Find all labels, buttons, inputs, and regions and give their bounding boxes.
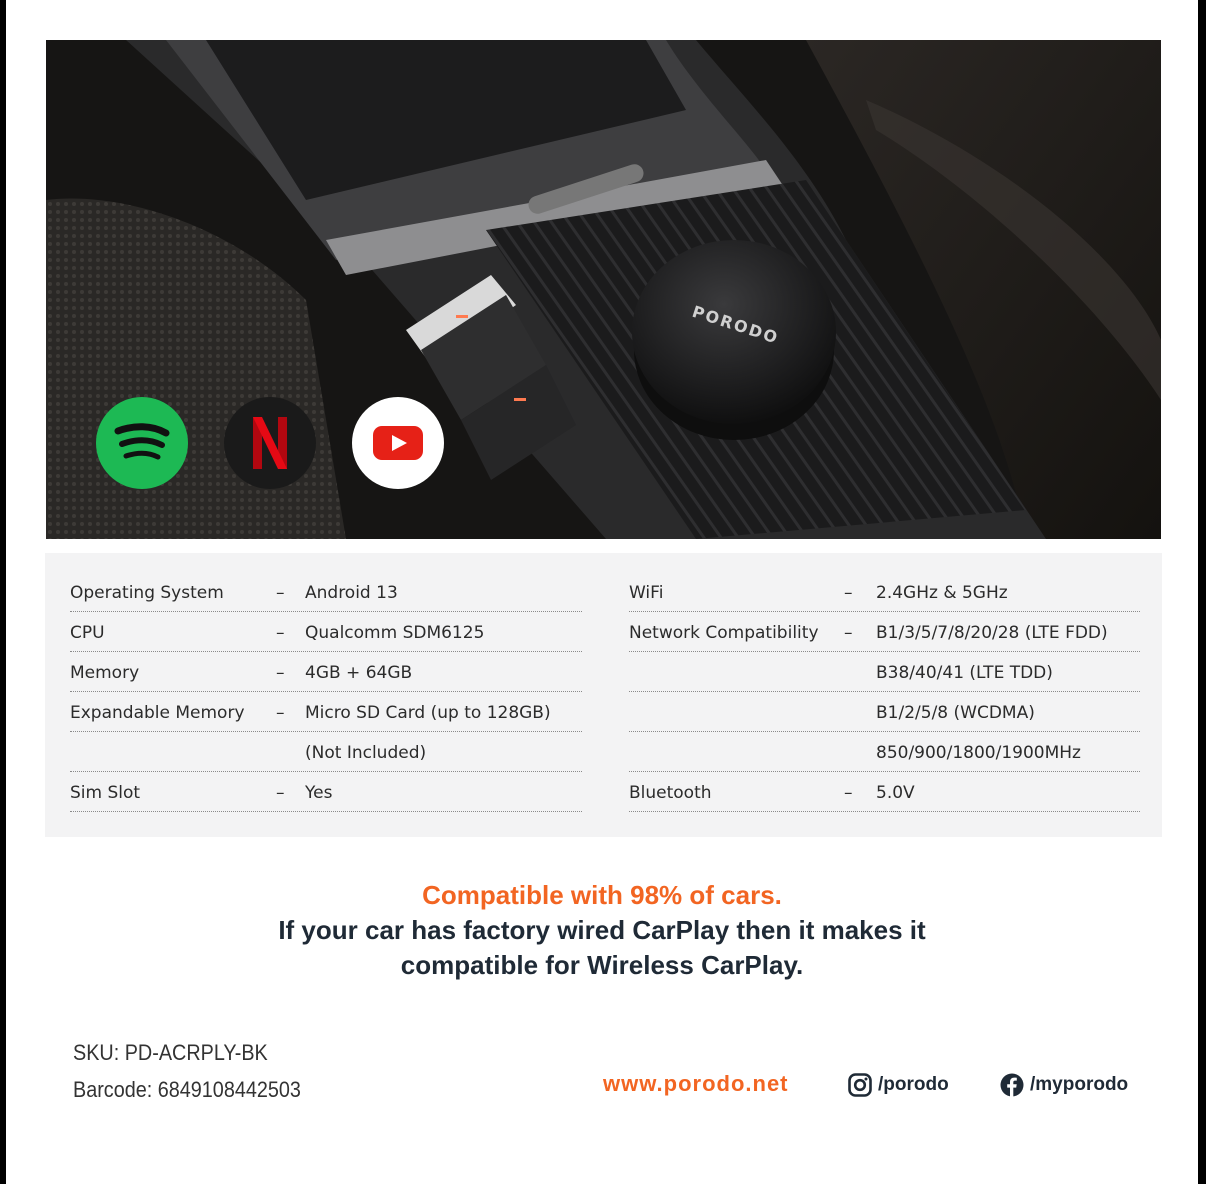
facebook-link[interactable] bbox=[1000, 1073, 1128, 1097]
spotify-icon bbox=[96, 397, 188, 489]
netflix-icon bbox=[224, 397, 316, 489]
compatibility-line-2: compatible for Wireless CarPlay. bbox=[400, 950, 804, 980]
spec-value: Yes bbox=[305, 783, 333, 803]
spec-value: (Not Included) bbox=[305, 743, 427, 763]
spec-row bbox=[70, 693, 582, 732]
spec-label: Memory bbox=[70, 663, 140, 683]
instagram-icon bbox=[848, 1073, 872, 1097]
spec-column-left bbox=[70, 573, 582, 813]
compatibility-headline: Compatible with 98% of cars. bbox=[422, 880, 782, 910]
spec-row bbox=[629, 733, 1140, 772]
spec-label: Operating System bbox=[70, 583, 224, 603]
spec-value: 2.4GHz & 5GHz bbox=[876, 583, 1008, 603]
spec-value: 5.0V bbox=[876, 783, 915, 803]
spec-label: CPU bbox=[70, 623, 105, 643]
instagram-link[interactable] bbox=[848, 1073, 949, 1097]
instagram-handle: /porodo bbox=[878, 1074, 949, 1095]
spec-dash: – bbox=[276, 623, 285, 643]
spec-value: Qualcomm SDM6125 bbox=[305, 623, 485, 643]
website-link[interactable]: www.porodo.net bbox=[603, 1071, 789, 1096]
spec-dash: – bbox=[276, 703, 285, 723]
spec-row bbox=[70, 653, 582, 692]
spec-label: WiFi bbox=[629, 583, 664, 603]
facebook-icon bbox=[1000, 1073, 1024, 1097]
spec-value: Android 13 bbox=[305, 583, 398, 603]
sku-text: SKU: PD-ACRPLY-BK bbox=[73, 1040, 268, 1065]
device-logo-text: PORODO bbox=[689, 301, 782, 348]
spec-label: Expandable Memory bbox=[70, 703, 245, 723]
spec-value: 4GB + 64GB bbox=[305, 663, 413, 683]
spec-dash: – bbox=[276, 663, 285, 683]
spec-value: B38/40/41 (LTE TDD) bbox=[876, 663, 1053, 683]
product-sheet bbox=[6, 0, 1198, 1184]
spec-value: Micro SD Card (up to 128GB) bbox=[305, 703, 551, 723]
facebook-handle: /myporodo bbox=[1030, 1074, 1129, 1095]
spec-row bbox=[70, 573, 582, 612]
spec-label: Bluetooth bbox=[629, 783, 712, 803]
spec-dash: – bbox=[844, 583, 853, 603]
spec-dash: – bbox=[844, 783, 853, 803]
spec-row bbox=[70, 613, 582, 652]
product-codes bbox=[73, 1034, 301, 1108]
car-console-illustration bbox=[46, 40, 1161, 539]
compatibility-line-1: If your car has factory wired CarPlay then it makes it bbox=[278, 915, 926, 945]
hero-photo bbox=[46, 40, 1161, 539]
spec-row bbox=[629, 653, 1140, 692]
spec-row bbox=[629, 773, 1140, 812]
spec-value: B1/3/5/7/8/20/28 (LTE FDD) bbox=[876, 623, 1108, 643]
spec-dash: – bbox=[276, 583, 285, 603]
spec-label: Sim Slot bbox=[70, 783, 141, 803]
compatibility-note bbox=[6, 878, 1198, 983]
spec-row bbox=[70, 773, 582, 812]
spec-column-right bbox=[629, 573, 1140, 813]
barcode-text: Barcode: 6849108442503 bbox=[73, 1077, 301, 1102]
spec-dash: – bbox=[276, 783, 285, 803]
spec-value: B1/2/5/8 (WCDMA) bbox=[876, 703, 1035, 723]
spec-row bbox=[70, 733, 582, 772]
spec-table bbox=[45, 553, 1162, 837]
spec-dash: – bbox=[844, 623, 853, 643]
spec-row bbox=[629, 573, 1140, 612]
spec-value: 850/900/1800/1900MHz bbox=[876, 743, 1081, 763]
spec-row bbox=[629, 693, 1140, 732]
spec-row bbox=[629, 613, 1140, 652]
spec-label: Network Compatibility bbox=[629, 623, 819, 643]
youtube-icon bbox=[352, 397, 444, 489]
